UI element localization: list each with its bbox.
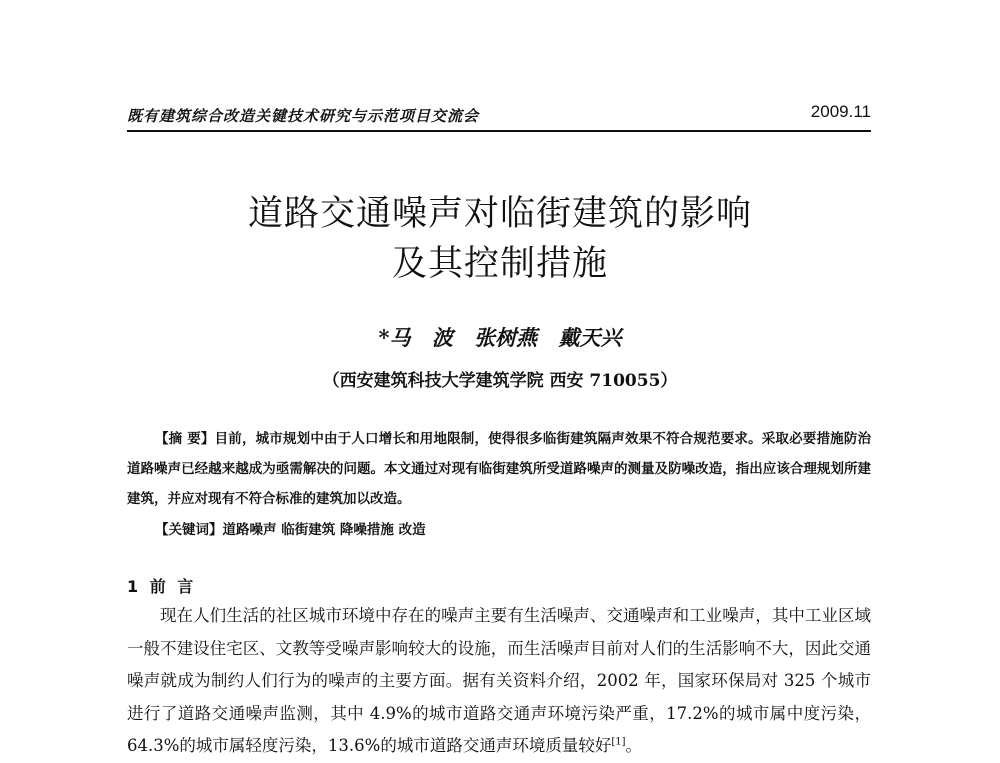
author-list: *马 波 张树燕 戴天兴 [378, 325, 622, 350]
body-paragraph [127, 600, 871, 763]
issue-date: 2009.11 [810, 102, 871, 121]
section-heading [127, 574, 193, 597]
affiliation: （西安建筑科技大学建筑学院 西安 710055） [322, 371, 678, 391]
running-header [127, 102, 871, 132]
section-number: 1 [127, 577, 139, 596]
paragraph-end: 。 [625, 736, 643, 755]
keywords-text: 道路噪声 临街建筑 降噪措施 改造 [222, 522, 426, 538]
paper-title-line-2: 及其控制措施 [391, 244, 608, 284]
citation-ref[interactable]: [1] [611, 736, 626, 748]
paragraph-text: 现在人们生活的社区城市环境中存在的噪声主要有生活噪声、交通噪声和工业噪声，其中工业区域一般不建设住宅区、文教等受噪声影响较大的设施，而生活噪声目前对人们的生活影响不大，因此交通噪声就成为制约人们行为的噪声的主要方面。据有关资料介绍，2002 年，国家环保局对 325 个城市进行了道路交通噪声监测，其中 4.9%的城市道路交通声环境污染严重，17.2%的城市属中度污染，64.3%的城市属轻度污染，13.6%的城市道路交通声环境质量较好 [127, 606, 871, 755]
abstract-label: 【摘 要】 [155, 431, 215, 447]
section-title: 前 言 [149, 577, 194, 596]
journal-name: 既有建筑综合改造关键技术研究与示范项目交流会 [127, 107, 480, 125]
paper-title-line-1: 道路交通噪声对临街建筑的影响 [247, 194, 752, 234]
abstract [127, 424, 871, 514]
keywords-label: 【关键词】 [155, 522, 223, 538]
abstract-text: 目前，城市规划中由于人口增长和用地限制，使得很多临街建筑隔声效果不符合规范要求。采取必要措施防治道路噪声已经越来越成为亟需解决的问题。本文通过对现有临街建筑所受道路噪声的测量及防噪改造，指出应该合理规划所建建筑，并应对现有不符合标准的建筑加以改造。 [127, 431, 871, 507]
keywords [155, 515, 871, 545]
